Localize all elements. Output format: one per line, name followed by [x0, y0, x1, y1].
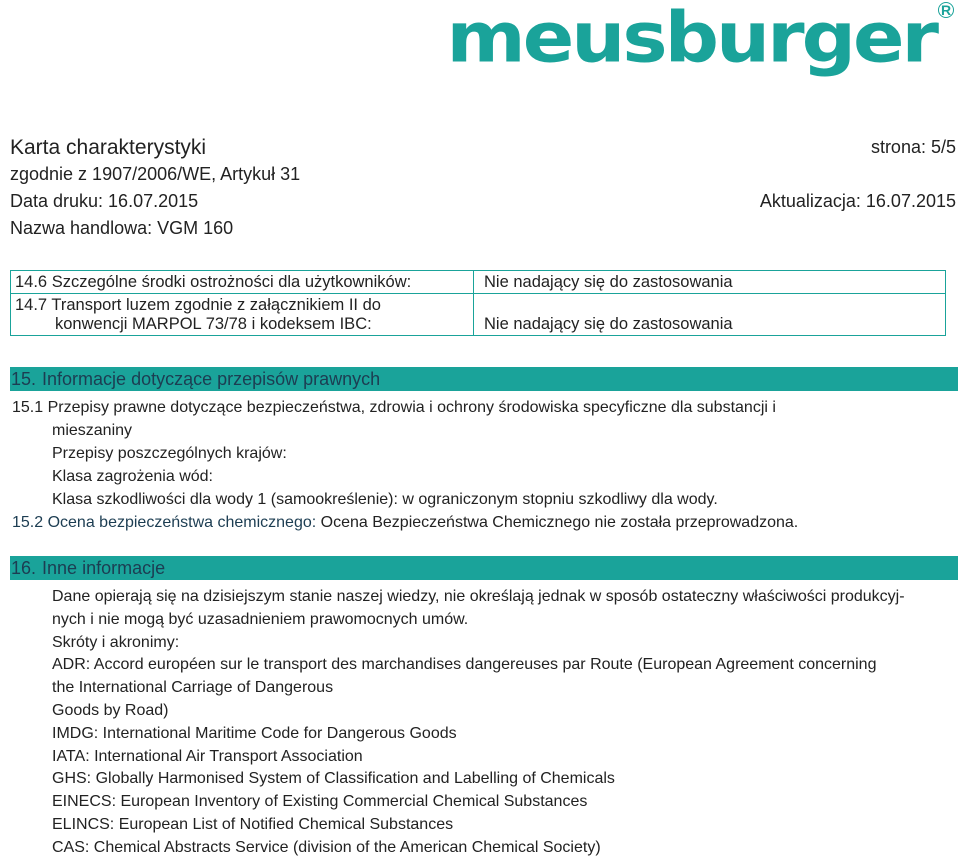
section-title: Informacje dotyczące przepisów prawnych	[42, 369, 381, 389]
section-title: Inne informacje	[42, 558, 166, 578]
section-15-heading	[10, 367, 958, 391]
section-15-body	[12, 396, 956, 534]
paragraph-line: the International Carriage of Dangerous	[52, 679, 334, 697]
section-number: 16.	[11, 558, 37, 578]
logo-wordmark: meusburger	[446, 0, 936, 79]
paragraph-line: Klasa szkodliwości dla wody 1 (samookreślenie): w ograniczonym stopniu szkodliwy dla wody.	[52, 491, 718, 508]
update-date: Aktualizacja: 16.07.2015	[759, 191, 956, 211]
document-title: Karta charakterystyki	[10, 135, 207, 159]
paragraph-line: Goods by Road)	[52, 701, 169, 719]
row-label: 14.7 Transport luzem zgodnie z załącznikiem II do	[15, 296, 381, 314]
paragraph-line: Skróty i akronimy:	[52, 633, 180, 651]
paragraph-line: IMDG: International Maritime Code for Dangerous Goods	[52, 724, 457, 742]
subsection-text: Ocena Bezpieczeństwa Chemicznego nie została przeprowadzona.	[316, 514, 799, 531]
paragraph-line: 15.1 Przepisy prawne dotyczące bezpieczeństwa, zdrowia i ochrony środowiska specyficzne dla substancji i	[12, 399, 776, 416]
page-number: strona: 5/5	[870, 137, 956, 157]
paragraph-line: Klasa zagrożenia wód:	[52, 468, 213, 485]
table-row	[11, 294, 945, 335]
transport-table	[10, 270, 946, 336]
section-number: 15.	[11, 369, 37, 389]
table-cell-value: Nie nadający się do zastosowania	[484, 273, 733, 291]
paragraph-line: Przepisy poszczególnych krajów:	[52, 445, 287, 462]
regulation-reference: zgodnie z 1907/2006/WE, Artykuł 31	[10, 164, 301, 184]
paragraph-line: mieszaniny	[52, 422, 133, 439]
paragraph-line: nych i nie mogą być uzasadnieniem prawomocnych umów.	[52, 610, 469, 628]
print-date: Data druku: 16.07.2015	[10, 191, 199, 211]
row-label: 14.6 Szczególne środki ostrożności dla użytkowników:	[15, 273, 412, 291]
section-16-heading	[10, 556, 958, 580]
registered-mark: R	[938, 2, 954, 18]
paragraph-line: ADR: Accord européen sur le transport des marchandises dangereuses par Route (European Agreement concerning	[52, 656, 877, 674]
paragraph-line	[12, 511, 956, 534]
table-row	[11, 271, 945, 294]
paragraph-line: ELINCS: European List of Notified Chemical Substances	[52, 815, 454, 833]
paragraph-line: EINECS: European Inventory of Existing Commercial Chemical Substances	[52, 793, 588, 811]
row-label-continued: konwencji MARPOL 73/78 i kodeksem IBC:	[55, 315, 372, 333]
subsection-label: 15.2 Ocena bezpieczeństwa chemicznego:	[12, 514, 317, 531]
table-cell-label	[11, 294, 474, 335]
table-cell-label	[11, 271, 474, 293]
paragraph-line: CAS: Chemical Abstracts Service (division of the American Chemical Society)	[52, 838, 601, 856]
trade-name: Nazwa handlowa: VGM 160	[10, 218, 234, 238]
paragraph-line: Dane opierają się na dzisiejszym stanie naszej wiedzy, nie określają jednak w sposób ostateczny właściwości produkcyj-	[52, 588, 905, 605]
section-16-body	[52, 586, 952, 860]
company-logo	[447, 0, 955, 88]
document-header	[10, 134, 956, 242]
paragraph-line: IATA: International Air Transport Association	[52, 747, 363, 765]
table-cell-value: Nie nadający się do zastosowania	[484, 315, 733, 333]
paragraph-line: GHS: Globally Harmonised System of Classification and Labelling of Chemicals	[52, 770, 615, 788]
